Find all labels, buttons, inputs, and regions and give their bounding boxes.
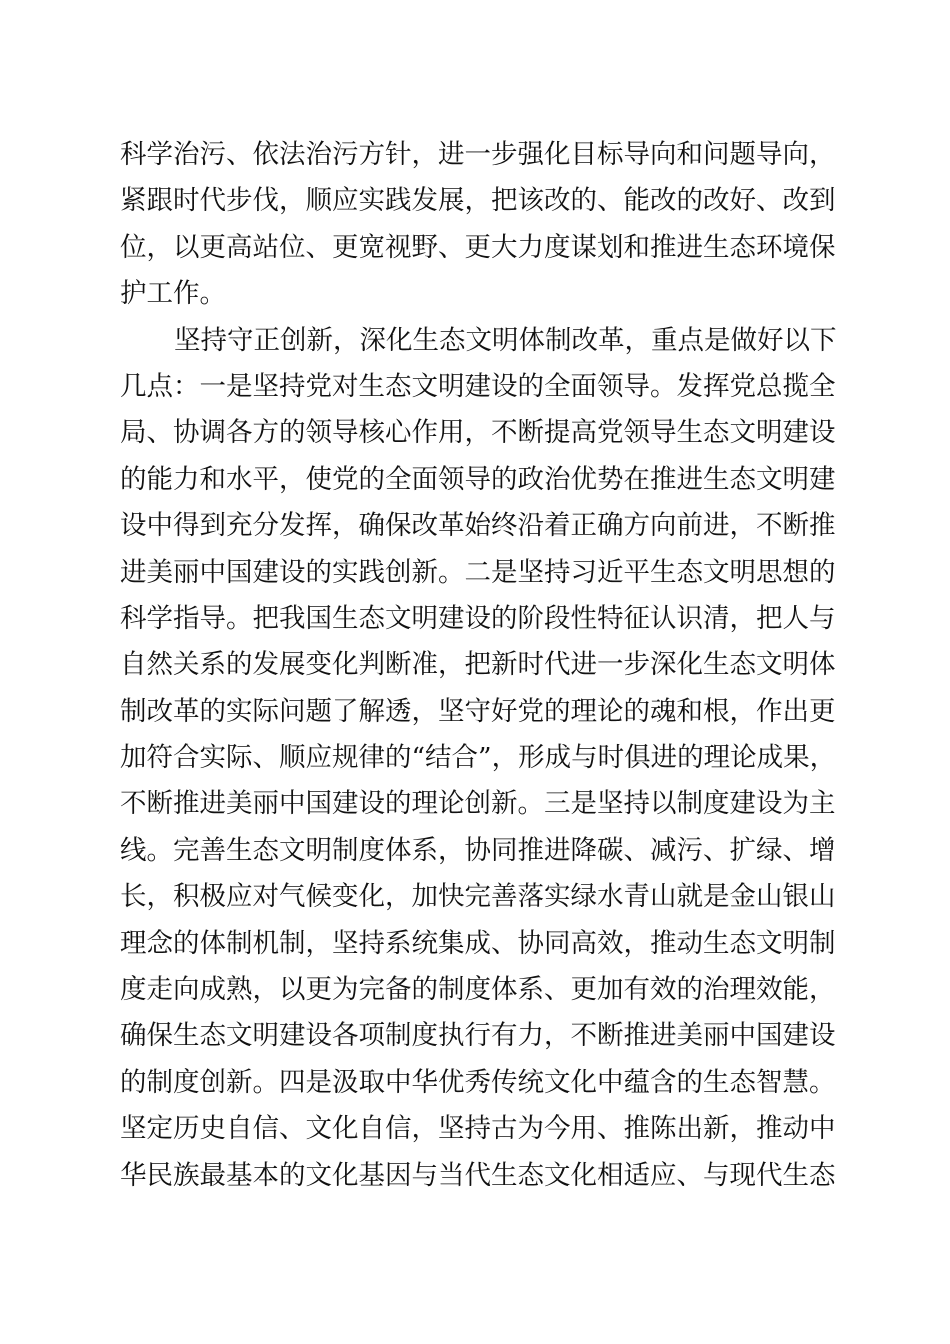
paragraph-1-line: 护工作。 <box>120 278 226 310</box>
paragraph-2-line: 科学指导。把我国生态文明建设的阶段性特征认识清，把人与 <box>120 602 836 634</box>
paragraph-2-line: 自然关系的发展变化判断准，把新时代进一步深化生态文明体 <box>120 649 836 681</box>
paragraph-2-line: 度走向成熟，以更为完备的制度体系、更加有效的治理效能， <box>120 974 836 1006</box>
paragraph-2-line: 加符合实际、顺应规律的“结合”，形成与时俱进的理论成果， <box>120 742 837 774</box>
paragraph-2-line: 理念的体制机制，坚持系统集成、协同高效，推动生态文明制 <box>120 927 836 959</box>
paragraph-2-line: 进美丽中国建设的实践创新。二是坚持习近平生态文明思想的 <box>120 556 836 588</box>
paragraph-2-line: 制改革的实际问题了解透，坚守好党的理论的魂和根，作出更 <box>120 695 836 727</box>
paragraph-2-line: 局、协调各方的领导核心作用，不断提高党领导生态文明建设 <box>120 417 836 449</box>
paragraph-2-line: 坚定历史自信、文化自信，坚持古为今用、推陈出新，推动中 <box>120 1113 836 1145</box>
paragraph-2-line: 的制度创新。四是汲取中华优秀传统文化中蕴含的生态智慧。 <box>120 1066 836 1098</box>
paragraph-2-line: 华民族最基本的文化基因与当代生态文化相适应、与现代生态 <box>120 1159 836 1191</box>
body-text <box>120 132 837 1199</box>
paragraph-2-line: 确保生态文明建设各项制度执行有力，不断推进美丽中国建设 <box>120 1020 836 1052</box>
paragraph-1-line: 紧跟时代步伐，顺应实践发展，把该改的、能改的改好、改到 <box>120 185 836 217</box>
paragraph-2-line: 的能力和水平，使党的全面领导的政治优势在推进生态文明建 <box>120 463 836 495</box>
paragraph-2-line: 几点：一是坚持党对生态文明建设的全面领导。发挥党总揽全 <box>120 370 836 402</box>
paragraph-1-line: 科学治污、依法治污方针，进一步强化目标导向和问题导向， <box>120 139 836 170</box>
paragraph-2-line: 坚持守正创新，深化生态文明体制改革，重点是做好以下 <box>174 324 837 356</box>
paragraph-2-line: 长，积极应对气候变化，加快完善落实绿水青山就是金山银山 <box>120 881 836 913</box>
paragraph-1-line: 位，以更高站位、更宽视野、更大力度谋划和推进生态环境保 <box>120 231 836 263</box>
paragraph-2-line: 不断推进美丽中国建设的理论创新。三是坚持以制度建设为主 <box>120 788 836 820</box>
paragraph-2-line: 设中得到充分发挥，确保改革始终沿着正确方向前进，不断推 <box>120 510 836 542</box>
paragraph-2-line: 线。完善生态文明制度体系，协同推进降碳、减污、扩绿、增 <box>120 834 836 866</box>
